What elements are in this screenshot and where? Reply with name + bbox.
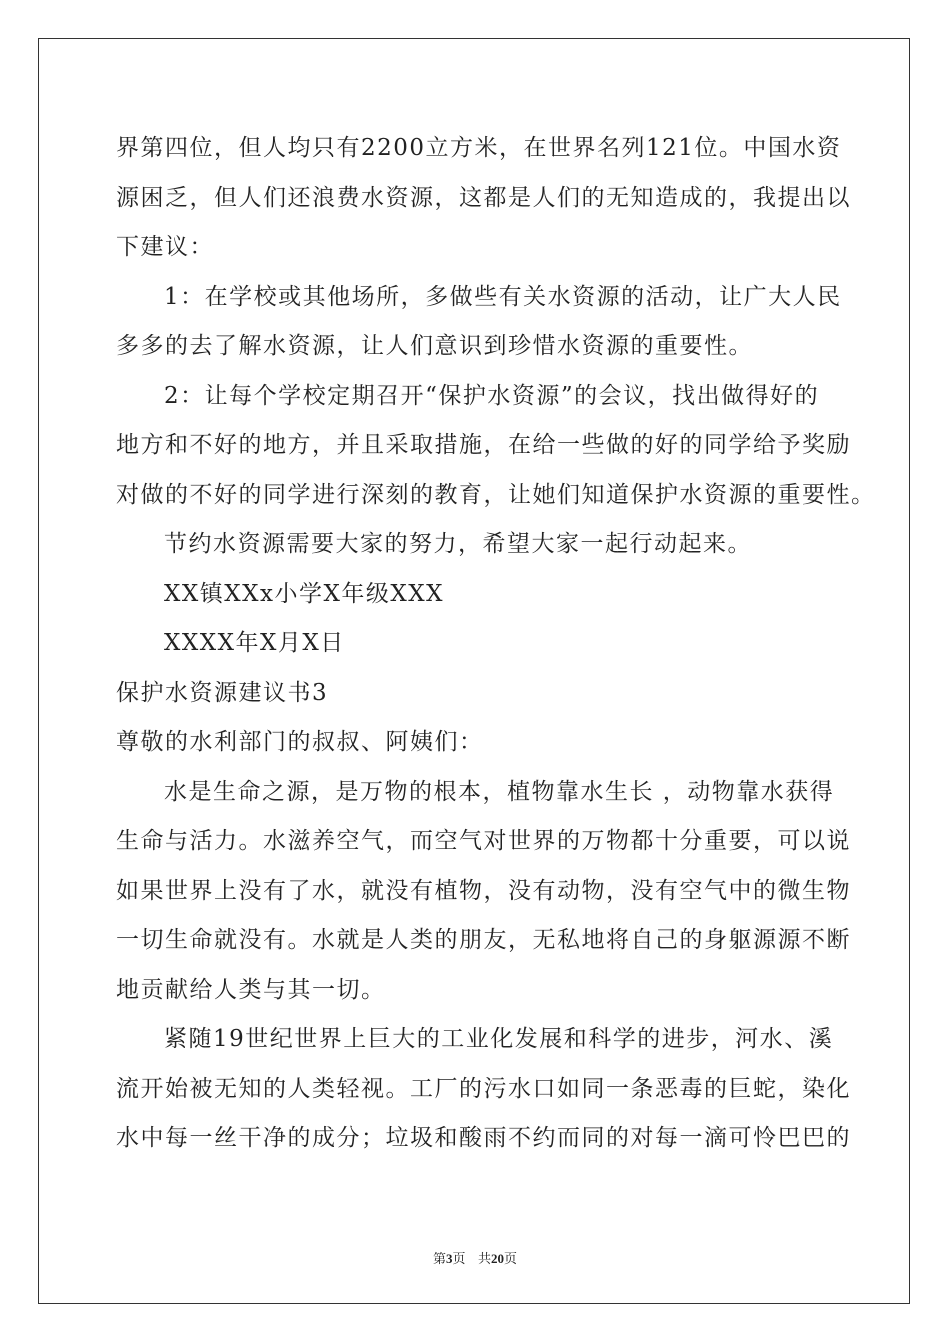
text-line: 下建议： bbox=[116, 234, 214, 260]
text-line: 地贡献给人类与其一切。 bbox=[116, 976, 386, 1003]
salutation: 尊敬的水利部门的叔叔、阿姨们： bbox=[116, 729, 484, 755]
text-line: 水是生命之源，是万物的根本，植物靠水生长 ，动物靠水获得 bbox=[164, 778, 835, 805]
section-title: 保护水资源建议书3 bbox=[116, 679, 329, 706]
text-line: 1：在学校或其他场所，多做些有关水资源的活动，让广大人民 bbox=[164, 283, 842, 310]
footer-page-suffix: 页 bbox=[452, 1252, 466, 1267]
text-line: 水中每一丝干净的成分；垃圾和酸雨不约而同的对每一滴可怜巴巴的 bbox=[116, 1125, 851, 1151]
text-line: 一切生命就没有。水就是人类的朋友，无私地将自己的身躯源源不断 bbox=[116, 927, 851, 953]
text-line: 如果世界上没有了水，就没有植物，没有动物，没有空气中的微生物 bbox=[116, 877, 851, 904]
text-line: 流开始被无知的人类轻视。工厂的污水口如同一条恶毒的巨蛇，染化 bbox=[116, 1075, 851, 1102]
text-line: 对做的不好的同学进行深刻的教育，让她们知道保护水资源的重要性。 bbox=[116, 481, 876, 508]
document-body bbox=[116, 124, 876, 1164]
text-line: 2：让每个学校定期召开“保护水资源”的会议，找出做得好的 bbox=[164, 382, 820, 409]
text-line: 多多的去了解水资源，让人们意识到珍惜水资源的重要性。 bbox=[116, 333, 753, 359]
footer-total-pages: 20 bbox=[490, 1251, 504, 1266]
page-footer bbox=[0, 1248, 950, 1267]
footer-total-suffix: 页 bbox=[503, 1252, 517, 1267]
signature-line: XX镇XXx小学X年级XXX bbox=[164, 580, 444, 607]
footer-total-prefix: 共 bbox=[477, 1252, 491, 1267]
text-line: 节约水资源需要大家的努力，希望大家一起行动起来。 bbox=[164, 531, 752, 557]
date-line: XXXX年X月X日 bbox=[164, 630, 345, 656]
footer-page-number: 3 bbox=[446, 1251, 453, 1266]
footer-prefix: 第 bbox=[433, 1252, 447, 1267]
text-line: 源困乏，但人们还浪费水资源，这都是人们的无知造成的，我提出以 bbox=[116, 184, 851, 211]
text-line: 生命与活力。水滋养空气，而空气对世界的万物都十分重要，可以说 bbox=[116, 828, 851, 854]
text-line: 地方和不好的地方，并且采取措施，在给一些做的好的同学给予奖励 bbox=[116, 432, 851, 458]
text-line: 界第四位，但人均只有2200立方米，在世界名列121位。中国水资 bbox=[116, 135, 842, 161]
text-line: 紧随19世纪世界上巨大的工业化发展和科学的进步，河水、溪 bbox=[164, 1026, 834, 1052]
